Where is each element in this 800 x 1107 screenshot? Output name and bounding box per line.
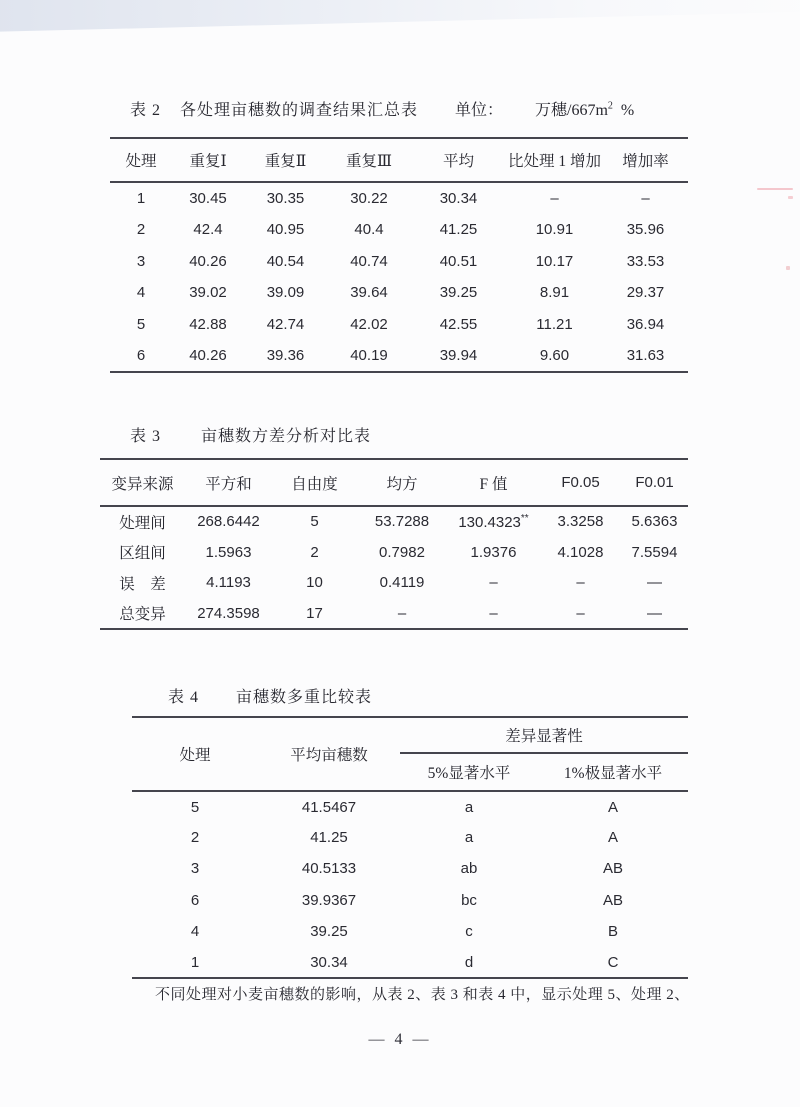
cell: d bbox=[464, 953, 474, 971]
cell: bc bbox=[461, 891, 477, 909]
f-value: 130.4323 bbox=[458, 513, 521, 531]
column-header-rate: 增加率 bbox=[622, 153, 669, 170]
cell: 3 bbox=[190, 860, 200, 878]
cell: 42.88 bbox=[189, 316, 227, 334]
table-row bbox=[110, 309, 688, 341]
table-row bbox=[110, 214, 688, 246]
cell: — bbox=[647, 604, 662, 622]
cell: 10.17 bbox=[535, 252, 574, 270]
cell: 区组间 bbox=[119, 545, 166, 563]
cell: 误 差 bbox=[119, 575, 166, 593]
column-header-sig-5pct: 5%显著水平 bbox=[427, 765, 511, 782]
table2-unit-label: 单位： bbox=[455, 102, 504, 119]
cell: 42.4 bbox=[193, 221, 223, 239]
cell: 33.53 bbox=[626, 252, 665, 270]
table-row bbox=[100, 598, 688, 629]
table-row bbox=[110, 277, 688, 309]
table3-anova bbox=[100, 458, 688, 630]
cell: 3.3258 bbox=[557, 513, 604, 531]
cell: 30.34 bbox=[439, 189, 478, 207]
cell: A bbox=[608, 798, 619, 816]
page-number: — 4 — bbox=[368, 1031, 432, 1048]
column-header-f001: F0.01 bbox=[635, 474, 674, 491]
table-row bbox=[132, 822, 688, 853]
scan-mark-artifact bbox=[757, 188, 793, 190]
cell: 30.34 bbox=[310, 953, 348, 971]
cell: 30.45 bbox=[189, 189, 227, 207]
cell: 5 bbox=[310, 513, 319, 531]
cell: 30.35 bbox=[266, 189, 305, 207]
cell: 40.5133 bbox=[301, 860, 357, 878]
cell: 2 bbox=[190, 829, 200, 847]
cell: 处理间 bbox=[119, 514, 166, 532]
cell: c bbox=[465, 922, 473, 940]
cell: 39.09 bbox=[266, 284, 305, 302]
table3-title: 亩穗数方差分析对比表 bbox=[201, 428, 372, 445]
table4-group-header-row bbox=[132, 717, 688, 753]
cell: ab bbox=[460, 860, 478, 878]
cell: a bbox=[464, 829, 474, 847]
scan-edge-artifact bbox=[0, 0, 800, 32]
unit-main: 万穗/667m bbox=[535, 102, 608, 119]
cell: 10.91 bbox=[535, 221, 574, 239]
table2-survey-results bbox=[110, 137, 688, 373]
cell bbox=[447, 506, 540, 537]
cell: 1 bbox=[190, 953, 200, 971]
cell: 268.6442 bbox=[197, 513, 260, 531]
cell: – bbox=[489, 574, 498, 592]
cell: 5.6363 bbox=[631, 513, 678, 531]
cell: 5 bbox=[136, 316, 146, 334]
cell: 40.26 bbox=[189, 347, 227, 365]
cell: – bbox=[397, 604, 407, 622]
column-header-sig-1pct: 1%极显著水平 bbox=[563, 765, 663, 782]
cell: 39.02 bbox=[189, 284, 227, 302]
cell: 2 bbox=[310, 543, 319, 561]
cell: 39.9367 bbox=[301, 891, 357, 909]
cell: 39.25 bbox=[310, 922, 348, 940]
cell: 11.21 bbox=[536, 316, 573, 334]
cell: 30.22 bbox=[350, 189, 388, 207]
table-row bbox=[132, 916, 688, 947]
cell: B bbox=[608, 922, 619, 940]
cell: 4.1193 bbox=[206, 574, 251, 592]
table-row bbox=[132, 885, 688, 916]
column-header-significance-group: 差异显著性 bbox=[400, 717, 688, 753]
cell: 9.60 bbox=[539, 347, 570, 365]
cell: 42.55 bbox=[439, 316, 478, 334]
scan-mark-artifact bbox=[786, 266, 790, 270]
column-header-variation-source: 变异来源 bbox=[111, 475, 174, 493]
table3-label: 表 3 bbox=[130, 428, 162, 445]
table-row bbox=[132, 853, 688, 884]
cell: – bbox=[489, 604, 498, 622]
cell: 35.96 bbox=[626, 221, 665, 239]
cell: 1.9376 bbox=[470, 543, 517, 561]
cell: 39.94 bbox=[439, 347, 478, 365]
cell: 2 bbox=[136, 221, 146, 239]
body-paragraph: 不同处理对小麦亩穗数的影响，从表 2、表 3 和表 4 中，显示处理 5、处理 2、 bbox=[155, 987, 690, 1003]
cell: 40.19 bbox=[350, 347, 388, 365]
cell: 10 bbox=[306, 574, 323, 592]
table4-title: 亩穗数多重比较表 bbox=[236, 689, 373, 706]
cell: 53.7288 bbox=[374, 513, 430, 531]
cell: – bbox=[550, 189, 559, 207]
cell: 41.5467 bbox=[301, 798, 357, 816]
cell: 40.26 bbox=[189, 252, 227, 270]
table2-unit-value bbox=[535, 97, 634, 120]
column-header-f-value: F 值 bbox=[479, 475, 508, 493]
cell: 39.36 bbox=[266, 347, 305, 365]
table-row bbox=[132, 791, 688, 822]
cell: 总变异 bbox=[119, 606, 166, 624]
column-header-f005: F0.05 bbox=[561, 474, 600, 491]
cell: 31.63 bbox=[626, 347, 665, 365]
cell: – bbox=[576, 604, 585, 622]
table4-label: 表 4 bbox=[168, 689, 200, 706]
cell: 0.7982 bbox=[379, 543, 425, 561]
table-row bbox=[100, 537, 688, 568]
cell: 8.91 bbox=[539, 284, 570, 302]
cell: AB bbox=[603, 891, 624, 909]
cell: 274.3598 bbox=[197, 604, 260, 622]
table2-label: 表 2 bbox=[130, 102, 162, 119]
cell: C bbox=[607, 953, 619, 971]
significance-stars: ** bbox=[520, 512, 529, 524]
cell: 29.37 bbox=[626, 284, 665, 302]
cell: 6 bbox=[136, 347, 146, 365]
column-header-treatment: 处理 bbox=[125, 153, 157, 170]
column-header-treatment: 处理 bbox=[179, 747, 211, 764]
cell: 41.25 bbox=[439, 221, 478, 239]
column-header-rep3: 重复Ⅲ bbox=[346, 153, 392, 170]
column-header-df: 自由度 bbox=[291, 475, 338, 493]
cell: A bbox=[608, 829, 619, 847]
column-header-mean: 平均 bbox=[442, 153, 474, 170]
cell: 42.74 bbox=[266, 316, 305, 334]
table4-multiple-comparison bbox=[132, 716, 688, 979]
cell: 1 bbox=[136, 189, 146, 207]
cell: 40.54 bbox=[266, 252, 305, 270]
table-row bbox=[110, 340, 688, 372]
cell: AB bbox=[603, 860, 624, 878]
table-row bbox=[132, 947, 688, 978]
cell: 40.51 bbox=[439, 252, 478, 270]
column-header-rep2: 重复Ⅱ bbox=[264, 153, 307, 170]
cell: — bbox=[647, 574, 662, 592]
cell: – bbox=[576, 574, 585, 592]
table-row bbox=[100, 506, 688, 537]
cell: 4 bbox=[136, 284, 146, 302]
table2-header-row bbox=[110, 138, 688, 182]
table-row bbox=[110, 245, 688, 277]
column-header-mean-square: 均方 bbox=[386, 475, 418, 493]
cell: 6 bbox=[190, 891, 200, 909]
cell: 39.25 bbox=[439, 284, 478, 302]
cell: – bbox=[641, 189, 650, 207]
unit-superscript: 2 bbox=[607, 100, 613, 112]
cell: 4.1028 bbox=[557, 543, 604, 561]
cell: 42.02 bbox=[350, 316, 388, 334]
table-row bbox=[110, 182, 688, 214]
scan-mark-artifact bbox=[788, 196, 793, 199]
cell: 40.95 bbox=[266, 221, 305, 239]
cell: 4 bbox=[190, 922, 200, 940]
unit-percent: % bbox=[620, 102, 635, 119]
cell: 17 bbox=[306, 604, 323, 622]
cell: 40.74 bbox=[350, 252, 388, 270]
cell: 40.4 bbox=[354, 221, 384, 239]
table3-header-row bbox=[100, 459, 688, 506]
cell: 0.4119 bbox=[379, 574, 425, 592]
table2-title: 各处理亩穗数的调查结果汇总表 bbox=[180, 102, 419, 119]
table-row bbox=[100, 568, 688, 599]
cell: 41.25 bbox=[310, 829, 348, 847]
cell: 36.94 bbox=[626, 316, 665, 334]
cell: a bbox=[464, 798, 474, 816]
column-header-mean-spikes: 平均亩穗数 bbox=[290, 747, 368, 764]
cell: 1.5963 bbox=[205, 543, 252, 561]
column-header-increase: 比处理 1 增加 bbox=[507, 153, 601, 170]
column-header-rep1: 重复Ⅰ bbox=[189, 153, 227, 170]
cell: 3 bbox=[136, 252, 146, 270]
cell: 5 bbox=[190, 798, 200, 816]
column-header-sum-squares: 平方和 bbox=[205, 475, 252, 493]
cell: 39.64 bbox=[350, 284, 388, 302]
cell: 7.5594 bbox=[631, 543, 678, 561]
